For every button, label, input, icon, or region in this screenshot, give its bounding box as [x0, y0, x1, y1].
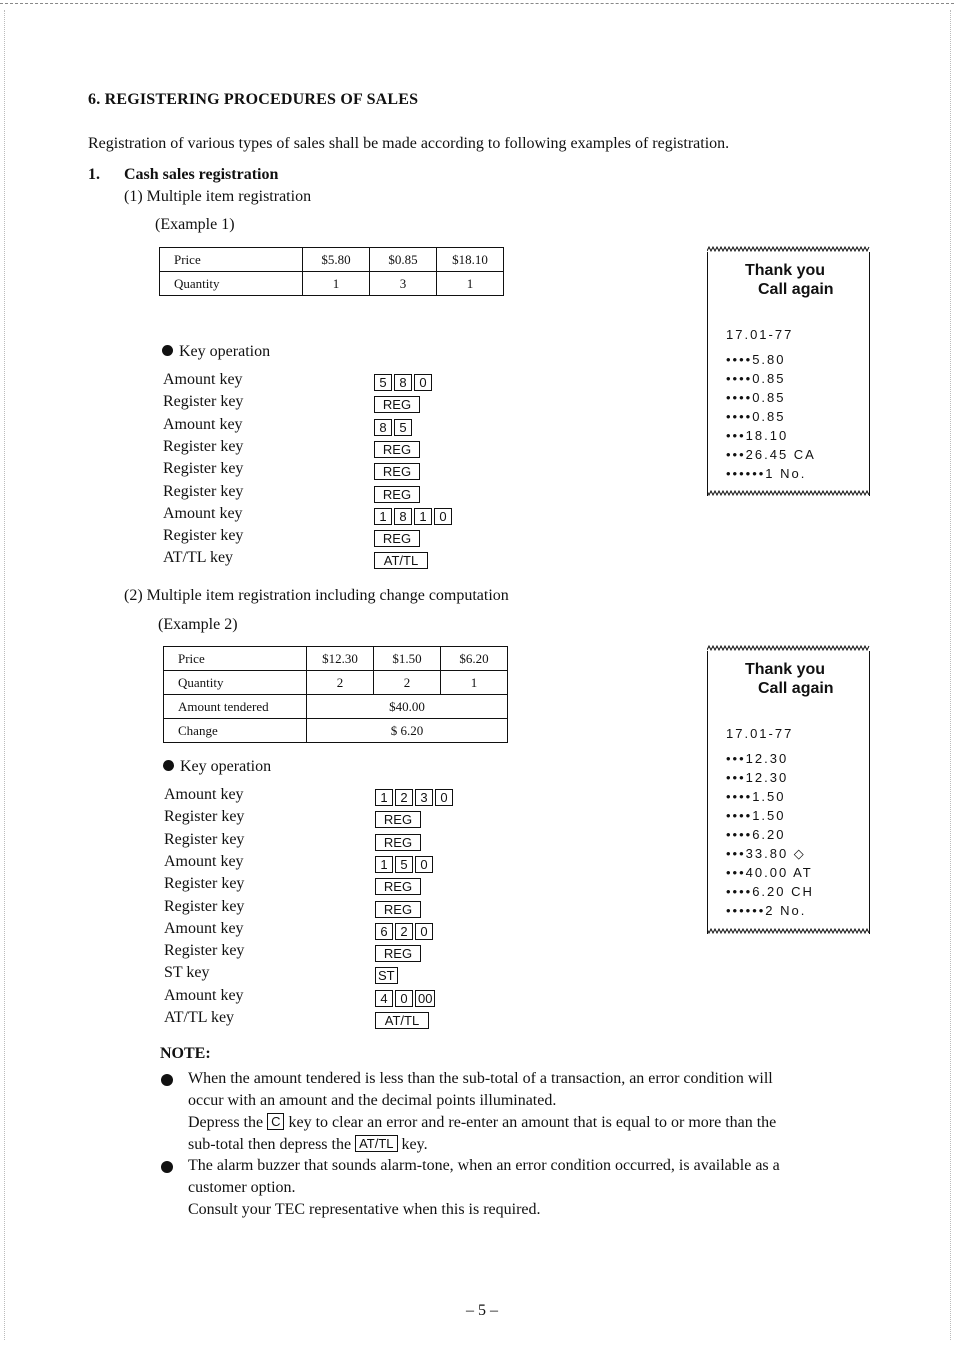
receipt-line: •••26.45 CA — [726, 447, 816, 462]
key-step-label: Amount key — [164, 786, 244, 803]
note-heading: NOTE: — [160, 1045, 211, 1062]
receipt-line: ••••0.85 — [726, 390, 786, 405]
example-2-label: (Example 2) — [158, 616, 238, 633]
table-row — [164, 695, 508, 719]
key-cap: REG — [374, 530, 420, 547]
table-cell: 1 — [303, 272, 370, 296]
key-cap: AT/TL — [375, 1012, 429, 1029]
receipt-line: ••••••2 No. — [726, 903, 807, 918]
receipt-thank-you: Thank you — [745, 661, 826, 678]
key-sequence — [375, 945, 421, 962]
table-row — [160, 248, 504, 272]
key-step-label: Amount key — [163, 504, 243, 522]
key-sequence — [374, 530, 420, 547]
key-sequence — [375, 967, 398, 984]
key-sequence — [375, 1012, 429, 1029]
key-sequence — [374, 552, 428, 569]
key-cap: 2 — [395, 923, 413, 940]
note-bullet-2-icon — [161, 1160, 173, 1178]
key-operation-heading-1 — [162, 343, 270, 361]
receipt-line: ••••5.80 — [726, 352, 786, 367]
receipt-call-again: Call again — [758, 680, 834, 697]
top-border — [0, 3, 954, 4]
section-heading: 6. REGISTERING PROCEDURES OF SALES — [88, 91, 419, 108]
key-cap: 5 — [374, 374, 392, 391]
section-title: Cash sales registration — [124, 166, 279, 183]
at-tl-key: AT/TL — [355, 1135, 397, 1152]
table-cell: 1 — [441, 671, 508, 695]
key-sequence — [374, 486, 420, 503]
intro-text: Registration of various types of sales shall be made according to following examples of registration. — [88, 135, 730, 152]
receipt-date: 17.01-77 — [726, 327, 794, 342]
bullet-icon — [162, 345, 173, 356]
example-2-table — [163, 646, 508, 743]
key-sequence — [375, 878, 421, 895]
receipt-line: •••12.30 — [726, 751, 789, 766]
key-sequence — [374, 441, 420, 458]
key-sequence — [374, 419, 412, 436]
key-sequence — [375, 990, 435, 1007]
key-step-label: AT/TL key — [164, 1009, 235, 1026]
receipt-line: ••••0.85 — [726, 409, 786, 424]
key-cap: 3 — [415, 789, 433, 806]
key-operation-label: Key operation — [179, 343, 271, 360]
key-cap: REG — [374, 463, 420, 480]
table-cell: 2 — [307, 671, 374, 695]
key-sequence — [375, 834, 421, 851]
table-row — [164, 647, 508, 671]
receipt-tear-edge — [707, 645, 870, 651]
example-1-table — [159, 247, 504, 296]
key-step-label: Amount key — [164, 852, 244, 870]
key-cap: REG — [374, 441, 420, 458]
receipt-line: ••••1.50 — [726, 789, 786, 804]
receipt-tear-edge — [707, 246, 870, 252]
receipt-line: ••••6.20 — [726, 827, 786, 842]
key-cap: 5 — [394, 419, 412, 436]
note-line: occur with an amount and the decimal points illuminated. — [188, 1092, 557, 1109]
table-cell: $ 6.20 — [307, 719, 508, 743]
table-cell: Price — [160, 248, 303, 272]
key-operation-heading-2 — [163, 758, 271, 776]
table-cell: $12.30 — [307, 647, 374, 671]
key-cap: REG — [374, 486, 420, 503]
key-step-label: Register key — [164, 830, 245, 848]
table-cell: $18.10 — [437, 248, 504, 272]
table-cell: Quantity — [164, 671, 307, 695]
table-cell: 3 — [370, 272, 437, 296]
key-sequence — [374, 508, 452, 525]
note-line: customer option. — [188, 1179, 296, 1196]
note-bullet-2 — [188, 1155, 888, 1221]
table-cell: $1.50 — [374, 647, 441, 671]
key-cap: 0 — [395, 990, 413, 1007]
key-cap: AT/TL — [374, 552, 428, 569]
receipt-2 — [707, 651, 870, 934]
key-cap: 0 — [434, 508, 452, 525]
table-cell: Amount tendered — [164, 695, 307, 719]
key-cap: REG — [375, 834, 421, 851]
key-cap: REG — [375, 811, 421, 828]
key-step-label: Register key — [164, 942, 245, 960]
key-step-label: Amount key — [164, 919, 244, 937]
key-step-label: Register key — [164, 897, 245, 915]
key-sequence — [375, 811, 421, 828]
key-cap: 0 — [435, 789, 453, 806]
key-sequence — [375, 901, 421, 918]
table-row — [164, 671, 508, 695]
key-cap: REG — [375, 901, 421, 918]
key-sequence — [374, 396, 420, 413]
key-step-label: Register key — [164, 808, 245, 826]
receipt-line: ••••0.85 — [726, 371, 786, 386]
subsection-1-title: (1) Multiple item registration — [124, 188, 312, 205]
receipt-date: 17.01-77 — [726, 726, 794, 741]
key-cap: 8 — [394, 374, 412, 391]
key-sequence — [375, 856, 433, 873]
table-cell: Quantity — [160, 272, 303, 296]
table-cell: $5.80 — [303, 248, 370, 272]
key-cap: 2 — [395, 789, 413, 806]
key-step-label: Register key — [163, 393, 244, 411]
note-line — [188, 1112, 888, 1134]
table-row — [160, 272, 504, 296]
table-cell: $0.85 — [370, 248, 437, 272]
key-step-label: Register key — [164, 875, 245, 893]
bullet-icon — [163, 760, 174, 771]
key-cap: 1 — [414, 508, 432, 525]
note-line: The alarm buzzer that sounds alarm-tone, when an error condition occurred, is available as a — [188, 1157, 780, 1174]
table-cell: $40.00 — [307, 695, 508, 719]
receipt-line: •••33.80 ◇ — [726, 846, 806, 861]
table-cell: 2 — [374, 671, 441, 695]
table-cell: $6.20 — [441, 647, 508, 671]
note-line — [188, 1134, 888, 1156]
key-sequence — [374, 374, 432, 391]
key-cap: 1 — [375, 856, 393, 873]
key-cap: 0 — [414, 374, 432, 391]
receipt-line: ••••••1 No. — [726, 466, 807, 481]
receipt-call-again: Call again — [758, 281, 834, 298]
key-cap: 1 — [374, 508, 392, 525]
key-cap: 4 — [375, 990, 393, 1007]
receipt-line: •••12.30 — [726, 770, 789, 785]
key-sequence — [375, 923, 433, 940]
key-step-label: Amount key — [164, 986, 244, 1004]
key-step-label: Register key — [163, 527, 244, 545]
key-cap: REG — [374, 396, 420, 413]
note-text: key to clear an error and re-enter an amount that is equal to or more than the — [288, 1114, 777, 1131]
key-cap: 0 — [415, 923, 433, 940]
note-text: Depress the — [188, 1114, 264, 1131]
note-text: sub-total then depress the — [188, 1136, 352, 1153]
key-cap: REG — [375, 878, 421, 895]
receipt-tear-edge — [707, 928, 870, 934]
table-cell: Price — [164, 647, 307, 671]
c-key: C — [267, 1113, 284, 1130]
key-step-label: ST key — [164, 964, 210, 982]
key-step-label: Amount key — [163, 371, 243, 388]
receipt-line: •••18.10 — [726, 428, 789, 443]
key-step-label: Register key — [163, 460, 244, 478]
key-step-label: AT/TL key — [163, 549, 234, 567]
key-sequence — [375, 789, 453, 806]
note-bullet-1 — [188, 1068, 888, 1156]
note-bullet-1-icon — [161, 1073, 173, 1091]
key-cap: 00 — [415, 990, 435, 1007]
key-cap: 8 — [374, 419, 392, 436]
section-number: 1. — [88, 166, 100, 183]
key-cap: 6 — [375, 923, 393, 940]
table-cell: 1 — [437, 272, 504, 296]
receipt-thank-you: Thank you — [745, 262, 826, 279]
key-cap: ST — [375, 967, 398, 984]
example-1-label: (Example 1) — [155, 216, 235, 233]
key-step-label: Amount key — [163, 415, 243, 433]
key-sequence — [374, 463, 420, 480]
note-text: key. — [401, 1136, 428, 1153]
receipt-1 — [707, 252, 870, 496]
key-cap: REG — [375, 945, 421, 962]
key-cap: 0 — [415, 856, 433, 873]
receipt-line: •••40.00 AT — [726, 865, 813, 880]
receipt-tear-edge — [707, 490, 870, 496]
key-cap: 8 — [394, 508, 412, 525]
key-operation-label: Key operation — [180, 758, 272, 775]
table-row — [164, 719, 508, 743]
key-step-label: Register key — [163, 482, 244, 500]
key-cap: 5 — [395, 856, 413, 873]
key-step-label: Register key — [163, 437, 244, 455]
receipt-line: ••••6.20 CH — [726, 884, 814, 899]
table-cell: Change — [164, 719, 307, 743]
right-margin-line — [950, 10, 951, 1340]
note-line: Consult your TEC representative when this is required. — [188, 1201, 541, 1218]
receipt-line: ••••1.50 — [726, 808, 786, 823]
subsection-2-title: (2) Multiple item registration including change computation — [124, 587, 509, 604]
page-number: – 5 – — [466, 1302, 498, 1319]
note-line: When the amount tendered is less than the sub-total of a transaction, an error condition will — [188, 1070, 773, 1087]
key-cap: 1 — [375, 789, 393, 806]
left-margin-line — [4, 10, 5, 1340]
